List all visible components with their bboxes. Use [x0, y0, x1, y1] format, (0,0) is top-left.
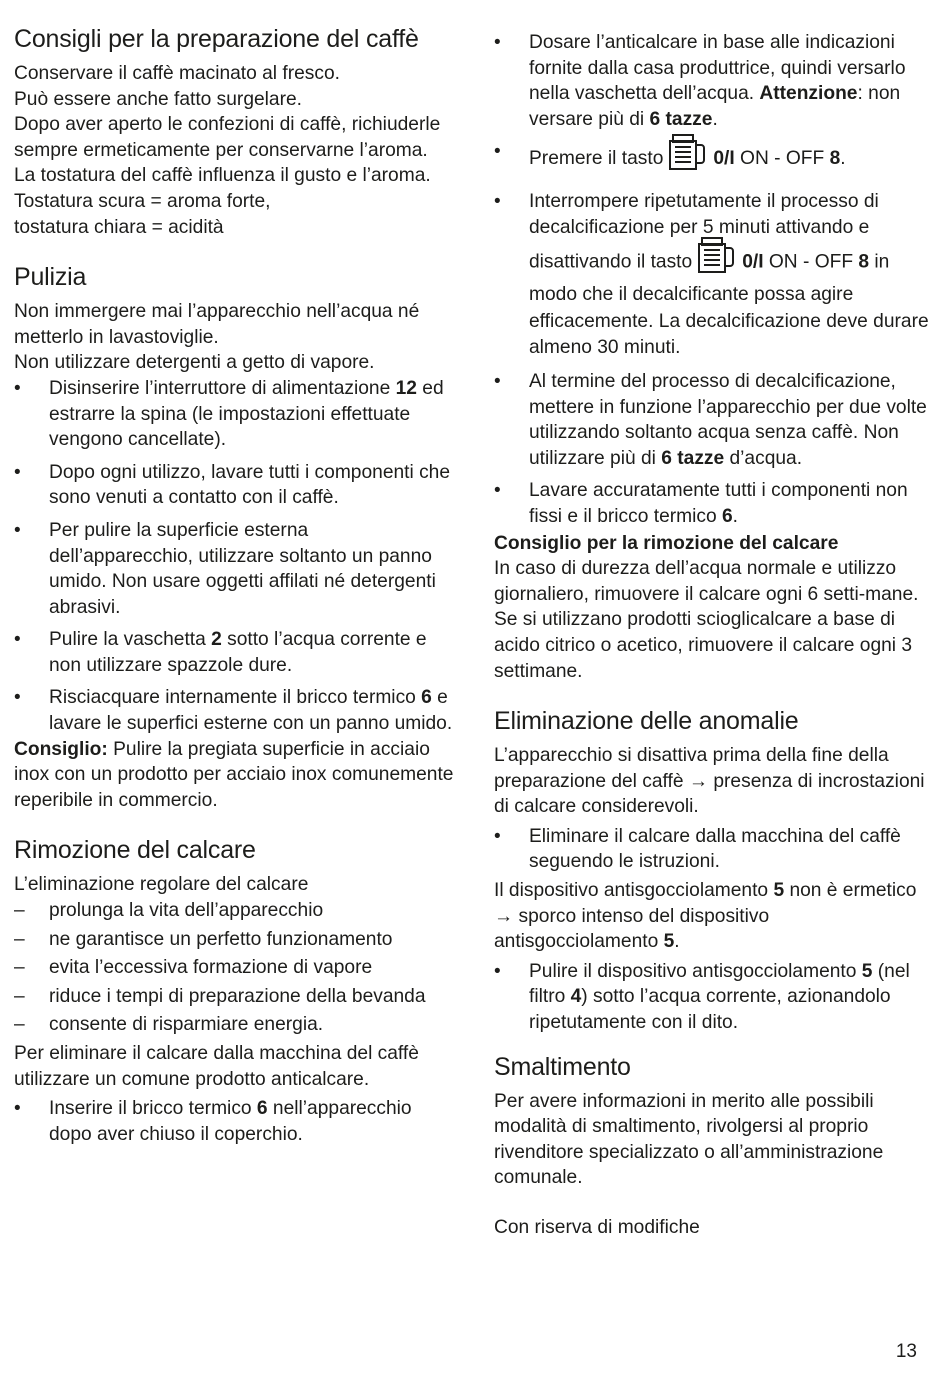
- coffee-tip-line: Dopo aver aperto le confezioni di caffè, richiuderle sempre ermeticamente per conservarne l’aroma.: [14, 114, 441, 161]
- section-descaling-continued: [494, 30, 934, 684]
- list-item: • Lavare accuratamente tutti i componenti non fissi e il bricco termico 6.: [494, 478, 934, 529]
- coffee-tip-line: tostatura chiara = acidità: [14, 216, 224, 238]
- descaling-steps-left: [14, 1096, 454, 1147]
- coffee-tip-line: Può essere anche fatto surgelare.: [14, 88, 302, 110]
- right-column: [494, 30, 934, 1241]
- heading-coffee-tips: Consigli per la preparazione del caffè: [14, 25, 419, 53]
- section-disposal: [494, 1054, 934, 1241]
- descaling-tip-title: Consiglio per la rimozione del calcare: [494, 532, 839, 554]
- descaling-intro: L’eliminazione regolare del calcare: [14, 874, 309, 896]
- section-coffee-tips: [14, 26, 454, 240]
- troubleshooting-text: L’apparecchio si disattiva prima della fine della preparazione del caffè → presenza di incrostazioni di calcare considerevoli.: [494, 745, 925, 818]
- page-number: 13: [895, 1341, 917, 1362]
- heading-troubleshooting: Eliminazione delle anomalie: [494, 707, 799, 736]
- heading-disposal: Smaltimento: [494, 1052, 631, 1081]
- list-item: – evita l’eccessiva formazione di vapore: [14, 955, 454, 981]
- list-item: • Risciacquare internamente il bricco termico 6 e lavare le superfici esterne con un panno umido.: [14, 685, 454, 736]
- descaling-benefits: [14, 898, 454, 1038]
- cleaning-tip: Consiglio: Pulire la pregiata superficie in acciaio inox con un prodotto per acciaio inox comunemente reperibile in commercio.: [14, 738, 454, 811]
- list-item: • Premere il tasto 0/I ON - OFF 8.: [494, 139, 934, 179]
- heading-descaling: Rimozione del calcare: [14, 836, 256, 865]
- coffee-tip-line: Tostatura scura = aroma forte,: [14, 190, 271, 212]
- descaling-tip-text: In caso di durezza dell’acqua normale e utilizzo giornaliero, rimuovere il calcare ogni 6 setti-mane. Se si utilizzano prodotti scioglicalcare a base di acido citrico o acetico, rimuovere il calcare ogni 3 settimane.: [494, 558, 919, 682]
- troubleshooting-list: [494, 824, 934, 875]
- list-item: • Per pulire la superficie esterna dell’apparecchio, utilizzare soltanto un panno umido. Non usare oggetti affilati né detergenti abrasivi.: [14, 518, 454, 620]
- section-descaling: [14, 837, 454, 1147]
- troubleshooting-list: [494, 959, 934, 1036]
- heading-cleaning: Pulizia: [14, 263, 87, 292]
- section-troubleshooting: [494, 708, 934, 1036]
- disposal-text: Per avere informazioni in merito alle possibili modalità di smaltimento, rivolgersi al proprio rivenditore specializzato o all’amministrazione comunale.: [494, 1090, 884, 1189]
- list-item: • Inserire il bricco termico 6 nell’apparecchio dopo aver chiuso il coperchio.: [14, 1096, 454, 1147]
- list-item: • Interrompere ripetutamente il processo di decalcificazione per 5 minuti attivando e disattivando il tasto 0/I ON - OFF 8 in modo che il decalcificante possa agire efficacemente. La decalcificazione deve durare almeno 30 minuti.: [494, 189, 934, 362]
- coffee-tip-line: Conservare il caffè macinato al fresco.: [14, 63, 340, 84]
- coffee-maker-key-icon: [696, 236, 736, 283]
- list-item: – consente di risparmiare energia.: [14, 1012, 454, 1038]
- list-item: – prolunga la vita dell’apparecchio: [14, 898, 454, 924]
- coffee-tip-line: La tostatura del caffè influenza il gusto e l’aroma.: [14, 165, 431, 187]
- list-item: • Disinserire l’interruttore di alimentazione 12 ed estrarre la spina (le impostazioni effettuate vengono cancellate).: [14, 376, 454, 453]
- list-item: • Dosare l’anticalcare in base alle indicazioni fornite dalla casa produttrice, quindi versarlo nella vaschetta dell’acqua. Attenzione: non versare più di 6 tazze.: [494, 30, 934, 132]
- cleaning-list: [14, 376, 454, 737]
- left-column: [14, 26, 454, 1154]
- list-item: • Pulire il dispositivo antisgocciolamento 5 (nel filtro 4) sotto l’acqua corrente, azionandolo ripetutamente con il dito.: [494, 959, 934, 1036]
- list-item: • Al termine del processo di decalcificazione, mettere in funzione l’apparecchio per due volte utilizzando soltanto acqua senza caffè. Non utilizzare più di 6 tazze d’acqua.: [494, 369, 934, 471]
- list-item: • Eliminare il calcare dalla macchina del caffè seguendo le istruzioni.: [494, 824, 934, 875]
- section-cleaning: [14, 264, 454, 813]
- descaling-product: Per eliminare il calcare dalla macchina del caffè utilizzare un comune prodotto anticalcare.: [14, 1043, 419, 1090]
- coffee-maker-key-icon: [667, 133, 707, 179]
- list-item: • Dopo ogni utilizzo, lavare tutti i componenti che sono venuti a contatto con il caffè.: [14, 460, 454, 511]
- cleaning-intro: Non immergere mai l’apparecchio nell’acqua né metterlo in lavastoviglie.: [14, 301, 420, 348]
- cleaning-intro: Non utilizzare detergenti a getto di vapore.: [14, 352, 375, 374]
- list-item: – ne garantisce un perfetto funzionamento: [14, 927, 454, 953]
- descaling-steps-right: [494, 30, 934, 530]
- list-item: – riduce i tempi di preparazione della bevanda: [14, 984, 454, 1010]
- list-item: • Pulire la vaschetta 2 sotto l’acqua corrente e non utilizzare spazzole dure.: [14, 627, 454, 678]
- disclaimer-note: Con riserva di modifiche: [494, 1217, 700, 1238]
- troubleshooting-text: Il dispositivo antisgocciolamento 5 non è ermetico → sporco intenso del dispositivo antisgocciolamento 5.: [494, 880, 917, 953]
